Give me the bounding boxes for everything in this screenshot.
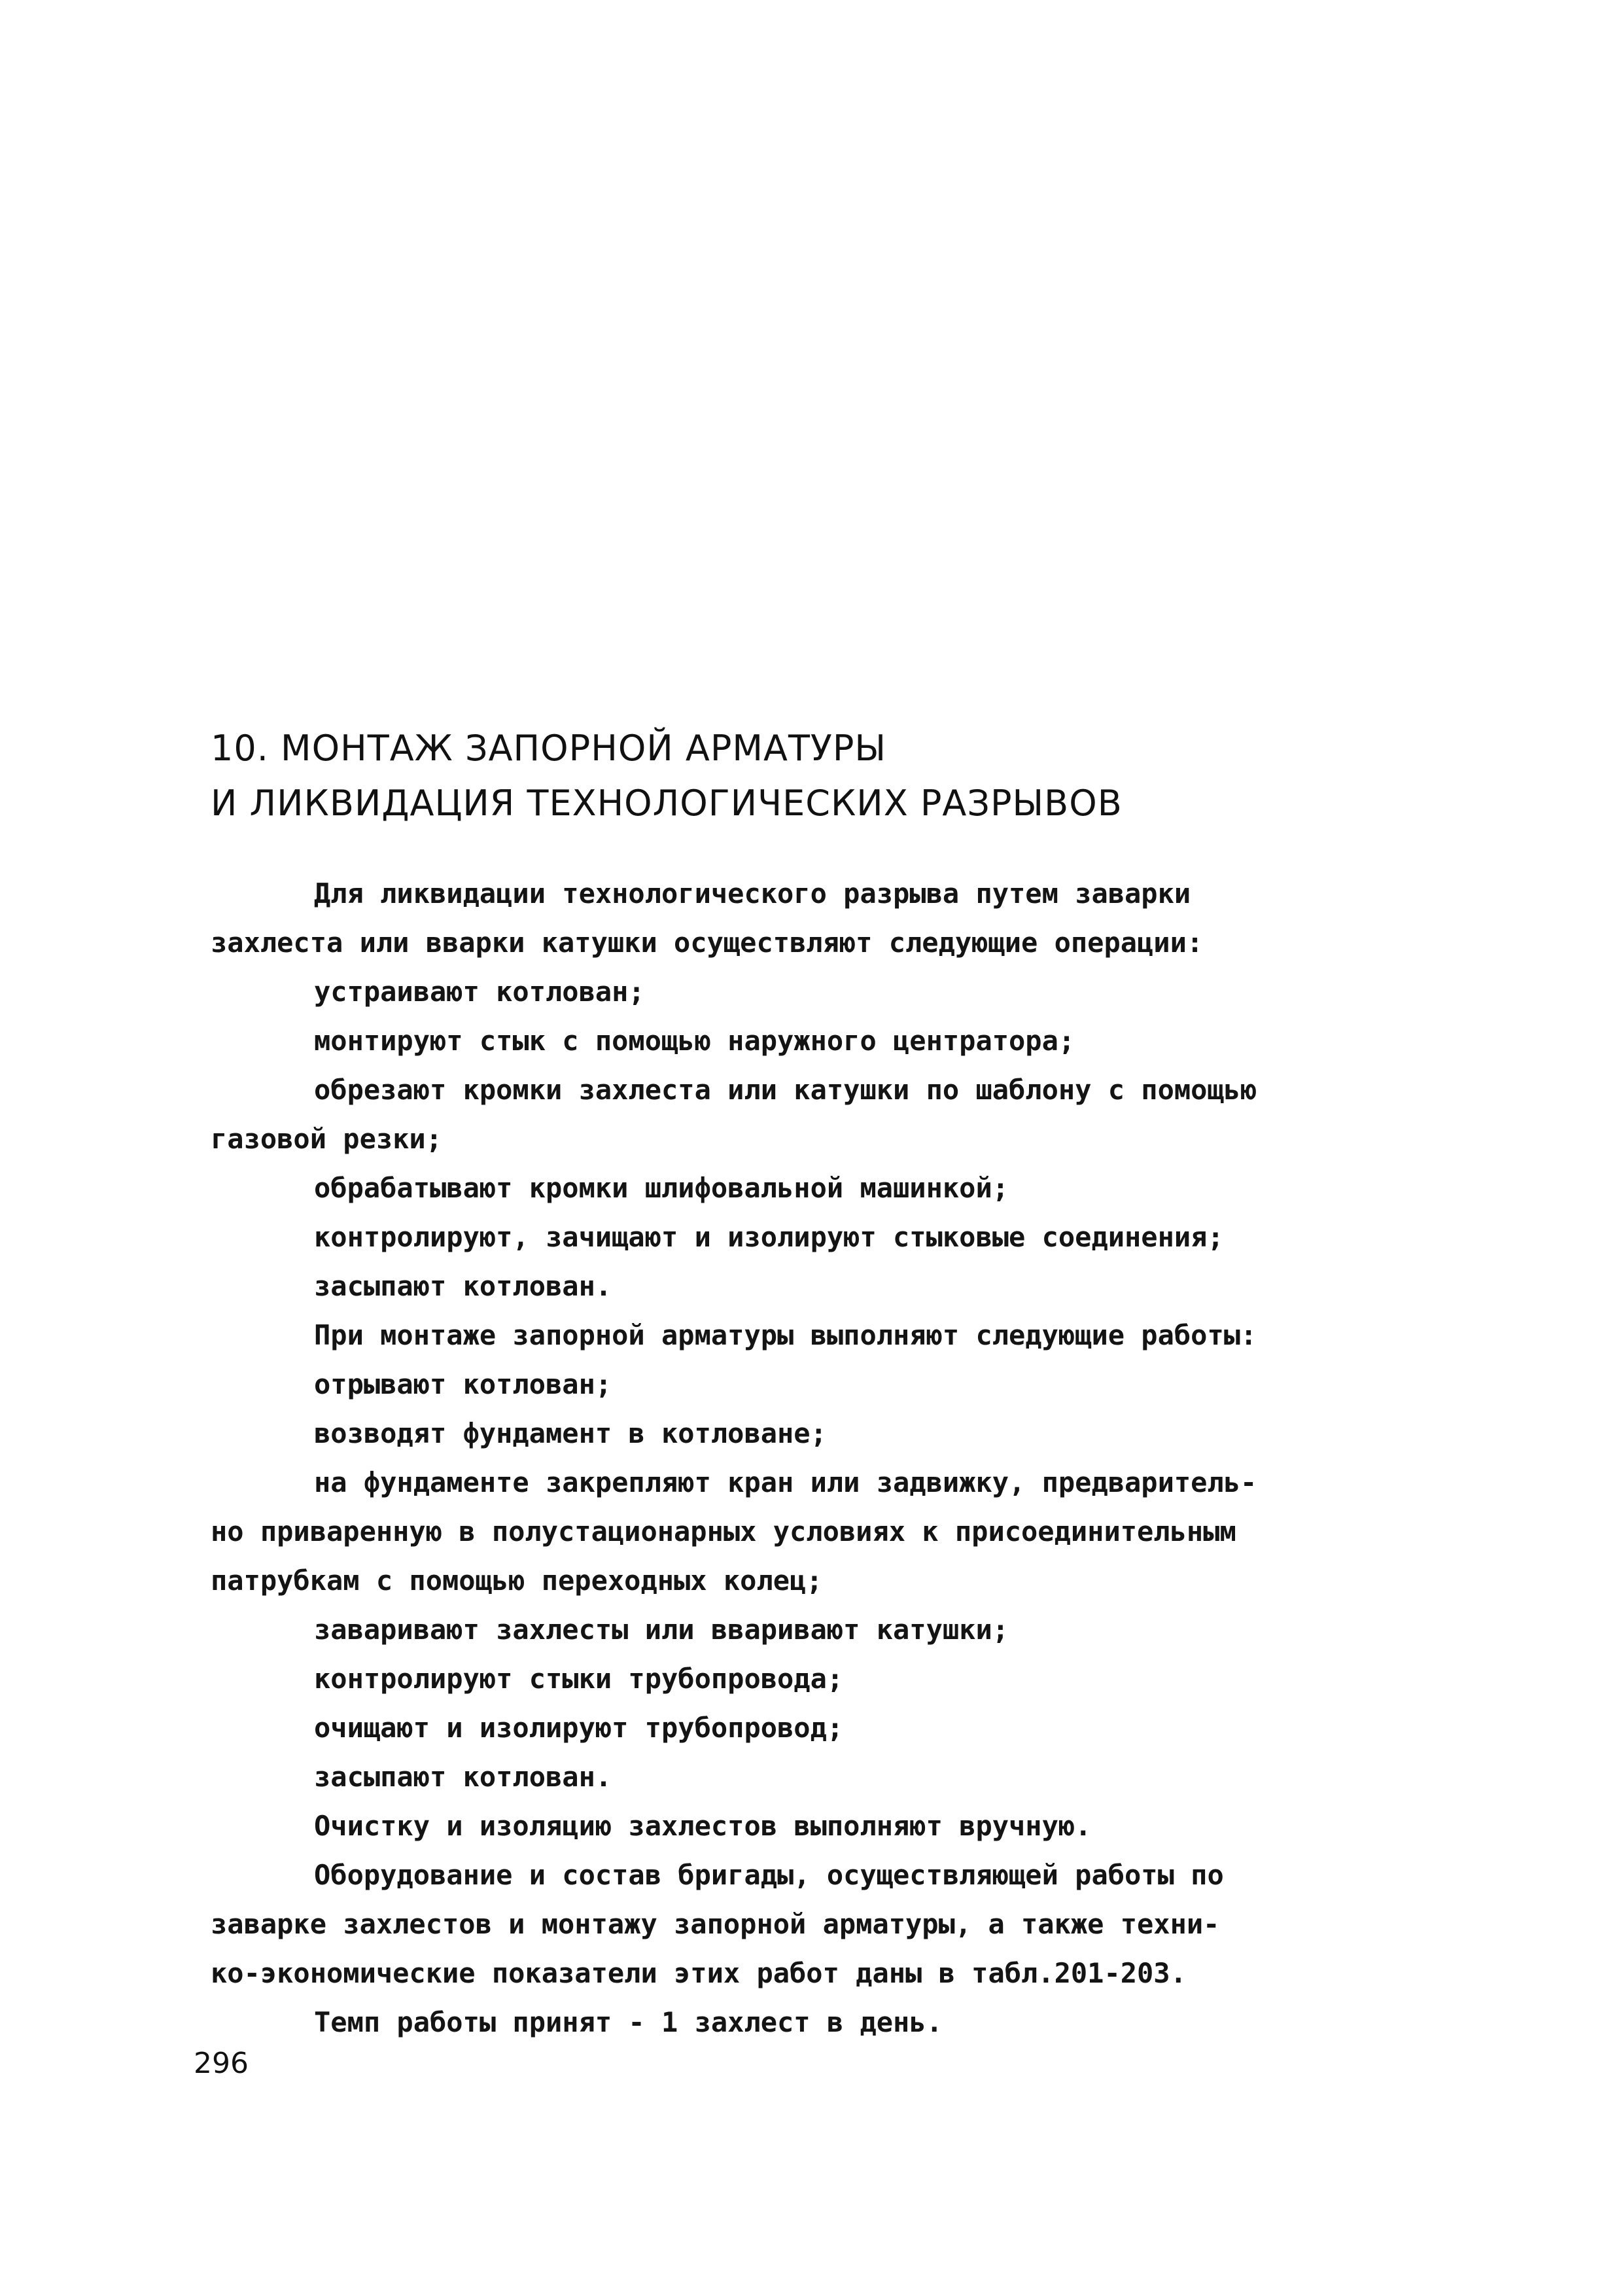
list-item: устраивают котлован; xyxy=(314,976,645,1008)
list-item: контролируют стыки трубопровода; xyxy=(314,1663,844,1695)
paragraph-line: Для ликвидации технологического разрыва путем заварки xyxy=(314,877,1191,910)
paragraph-line: Темп работы принят - 1 захлест в день. xyxy=(314,2006,943,2038)
section-heading-line-1: 10. МОНТАЖ ЗАПОРНОЙ АРМАТУРЫ xyxy=(211,728,887,769)
list-item: контролируют, зачищают и изолируют стыковые соединения; xyxy=(314,1221,1224,1253)
list-item: на фундаменте закрепляют кран или задвижку, предваритель- xyxy=(314,1466,1257,1498)
paragraph-line: При монтаже запорной арматуры выполняют следующие работы: xyxy=(314,1319,1257,1351)
page-number: 296 xyxy=(194,2047,249,2080)
body-text xyxy=(211,869,1454,2047)
list-item: возводят фундамент в котловане; xyxy=(314,1417,827,1449)
list-item: засыпают котлован. xyxy=(314,1761,612,1793)
list-item: засыпают котлован. xyxy=(314,1270,612,1302)
section-heading xyxy=(211,721,1454,831)
paragraph-line: Оборудование и состав бригады, осуществляющей работы по xyxy=(314,1859,1224,1891)
list-item: обрабатывают кромки шлифовальной машинкой; xyxy=(314,1172,1009,1204)
list-item: очищают и изолируют трубопровод; xyxy=(314,1712,844,1744)
list-item: отрывают котлован; xyxy=(314,1368,612,1400)
list-item: заваривают захлесты или вваривают катушки; xyxy=(314,1614,1009,1646)
list-item: монтируют стык с помощью наружного центратора; xyxy=(314,1025,1075,1057)
paragraph-line: Очистку и изоляцию захлестов выполняют вручную. xyxy=(314,1810,1092,1842)
section-heading-line-2: И ЛИКВИДАЦИЯ ТЕХНОЛОГИЧЕСКИХ РАЗРЫВОВ xyxy=(211,783,1123,824)
list-item-continuation: патрубкам с помощью переходных колец; xyxy=(211,1564,823,1597)
list-item-continuation: но приваренную в полустационарных условиях к присоединительным xyxy=(211,1515,1236,1547)
paragraph-line: захлеста или вварки катушки осуществляют следующие операции: xyxy=(211,927,1204,959)
paragraph-line: ко-экономические показатели этих работ даны в табл.201-203. xyxy=(211,1957,1187,1989)
list-item-continuation: газовой резки; xyxy=(211,1123,443,1155)
paragraph-line: заварке захлестов и монтажу запорной арматуры, а также техни- xyxy=(211,1908,1220,1940)
list-item: обрезают кромки захлеста или катушки по шаблону с помощью xyxy=(314,1074,1257,1106)
